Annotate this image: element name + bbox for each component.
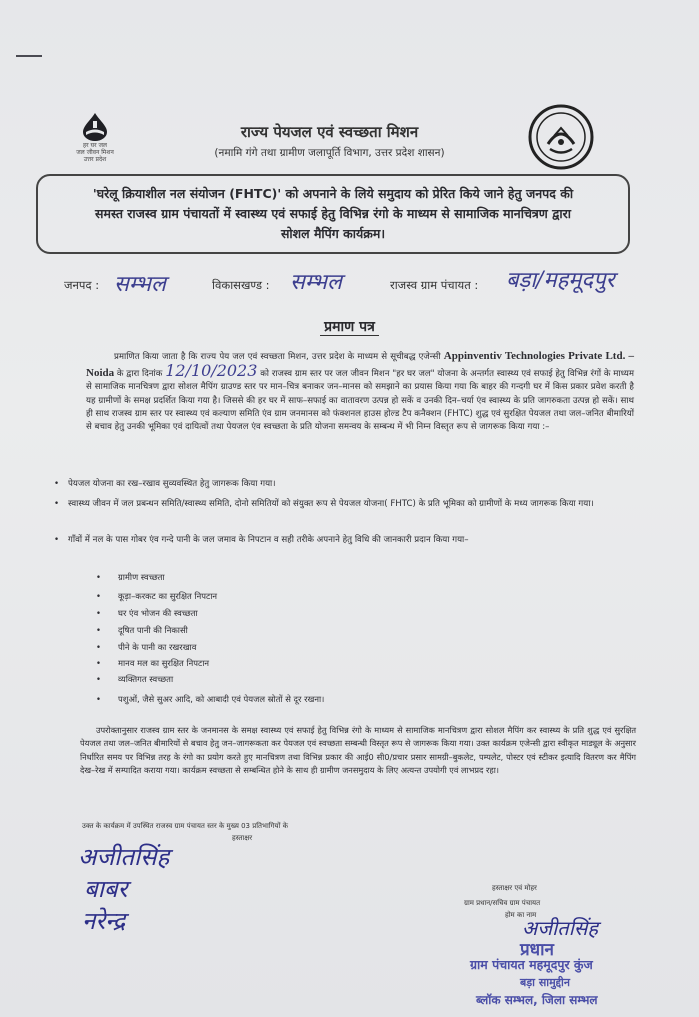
logo-left-line3: उत्तर प्रदेश <box>83 156 107 163</box>
list-item: • व्यक्तिगत स्वच्छता <box>96 674 174 684</box>
list-item-text: व्यक्तिगत स्वच्छता <box>118 674 174 684</box>
program-title-box <box>36 174 630 254</box>
list-item: • मानव मल का सुरक्षित निपटान <box>96 658 210 668</box>
panchayat-label: राजस्व ग्राम पंचायत : <box>390 278 479 292</box>
vikaskhand-value: सम्भल <box>290 270 342 295</box>
participants-note: उक्त के कार्यक्रम में उपस्थित राजस्व ग्राम पंचायत स्तर के मुख्य 03 प्रतिभागियों के <box>82 822 288 830</box>
p1-date-value: 12/10/2023 <box>165 361 258 381</box>
list-item: • पशुओं, जैसे सुअर आदि, को आबादी एवं पेयजल स्रोतों से दूर रखना। <box>96 694 325 704</box>
right-label-2: ग्राम प्रधान/सचिव ग्राम पंचायत <box>464 899 541 907</box>
p1-date-label: के द्वारा दिनांक <box>116 369 163 380</box>
right-label-3: होम का नाम <box>505 911 537 919</box>
signature-label: हस्ताक्षर <box>232 834 253 842</box>
list-item-text: पशुओं, जैसे सुअर आदि, को आबादी एवं पेयजल स्रोतों से दूर रखना। <box>118 694 325 704</box>
list-item-text: दूषित पानी की निकासी <box>118 625 188 635</box>
list-item: • कूड़ा–करकट का सुरक्षित निपटान <box>96 591 218 601</box>
box-line-1: 'घरेलू क्रियाशील नल संयोजन (FHTC)' को अपनाने के लिये समुदाय को प्रेरित किये जाने हेतु जनपद की <box>92 186 574 201</box>
list-item-text: घर एंव भोजन की स्वच्छता <box>118 608 198 618</box>
list-item: • ग्रामीण स्वच्छता <box>96 572 165 582</box>
logo-left-line2: जल जीवन मिशन <box>76 149 114 156</box>
margin-mark <box>16 55 42 57</box>
list-item-text: कूड़ा–करकट का सुरक्षित निपटान <box>118 591 218 601</box>
certificate-heading-text: प्रमाण पत्र <box>320 319 379 336</box>
list-item-text: पीने के पानी का रखरखाव <box>118 642 197 652</box>
bullet-text-3: गाँवों में नल के पास गोबर एंव गन्दे पानी के जल जमाव के निपटान व सही तरीके अपनाने हेतु विधि की जानकारी प्रदान किया गया– <box>68 535 469 545</box>
stamp-pradhan: प्रधान <box>520 940 554 960</box>
participant-signature-1: अजीतसिंह <box>78 843 170 871</box>
bullet-text-1: पेयजल योजना का रख–रखाव सुव्यवस्थित हेतु जागरूक किया गया। <box>68 479 276 489</box>
p1-intro: प्रमाणित किया जाता है कि राज्य पेय जल एवं स्वच्छता मिशन, उत्तर प्रदेश के माध्यम से सूचीबद्ध एजेन्सी <box>114 352 441 362</box>
bullet-item: • पेयजल योजना का रख–रखाव सुव्यवस्थित हेतु जागरूक किया गया। <box>54 478 644 492</box>
certificate-heading <box>0 317 699 336</box>
participant-signature-2: बाबर <box>84 875 128 903</box>
participant-signature-3: नरेन्द्र <box>82 907 126 935</box>
list-item: • दूषित पानी की निकासी <box>96 625 188 635</box>
bullet-item: • स्वास्थ्य जीवन में जल प्रबन्धन समिति/स्वास्थ्य समिति, दोनो समितियों को संयुक्त रूप से पेयजल योजना( FHTC) के प्रति भूमिका को ग्रामीणों के मध्य जागरूक किया गया। <box>54 498 614 512</box>
stamp-block: ब्लॉक सम्भल, जिला सम्भल <box>476 993 598 1007</box>
page-title: राज्य पेयजल एवं स्वच्छता मिशन <box>240 123 419 141</box>
list-item: • पीने के पानी का रखरखाव <box>96 642 197 652</box>
janpad-label: जनपद : <box>64 278 100 292</box>
box-line-3: सोशल मैपिंग कार्यक्रम। <box>280 226 386 241</box>
janpad-value: सम्भल <box>114 272 166 297</box>
p1-body: को राजस्व ग्राम स्तर पर जल जीवन मिशन "हर घर जल" योजना के अन्तर्गत स्वास्थ्य एवं सफाई हेतु विभिन्न रंगों के माध्यम से सामाजिक मानचित्रण द्वारा सोशल मैपिंग ग्राउण्ड स्तर पर मान–चित्र बनाकर जन–मानस को समझाने का प्रयास किया गया कि बाहर की गन्दगी घर में किस प्रकार प्रवेश करती है यह ग्रामीणों के समक्ष प्रदर्शित किया गया है। जिससे की हर घर में साफ–सफाई का वातावरण उत्पन्न हो सकें व उनकी दिन–चर्या एंव स्वास्थ्य के प्रति जागरुकता उत्पन्न हो सकें। साथ ही साथ राजस्व ग्राम स्तर पर स्वास्थ्य एवं कल्याण समिति एंव ग्राम जनमानस को फंक्शनल हाउस होल्ड टैप कनैक्शन (FHTC) शुद्ध एवं सुरक्षित पेयजल तथा जल–जनित बीमारियों से बचाव हेतु उनकी भूमिका एवं दायित्वों तथा पेयजल एंव स्वच्छता के प्रति योजना समन्वय के सम्बन्ध में भी निम्न विस्तृत रूप से जागरूक किया गया :– <box>86 369 635 433</box>
vikaskhand-label: विकासखण्ड : <box>212 278 270 292</box>
agency-name: Appinventiv Technologies Private Ltd. – Noida <box>86 350 635 380</box>
page-subtitle: (नमामि गंगे तथा ग्रामीण जलापूर्ति विभाग, उत्तर प्रदेश शासन) <box>214 147 445 159</box>
stamp-village: बड़ा सामुद्दीन <box>520 976 570 989</box>
list-item: • घर एंव भोजन की स्वच्छता <box>96 608 198 618</box>
pradhan-signature: अजीतसिंह <box>522 916 599 940</box>
right-label-1: हस्ताक्षर एवं मोहर <box>492 884 537 892</box>
paragraph-1 <box>86 350 634 434</box>
list-item-text: ग्रामीण स्वच्छता <box>118 572 165 582</box>
stamp-gram-panchayat: ग्राम पंचायत महमूदपुर कुंज <box>470 957 593 972</box>
logo-left-line1: हर घर जल <box>83 142 107 149</box>
bullet-text-2: स्वास्थ्य जीवन में जल प्रबन्धन समिति/स्वास्थ्य समिति, दोनो समितियों को संयुक्त रूप से पेयजल योजना( FHTC) के प्रति भूमिका को ग्रामीणों के मध्य जागरूक किया गया। <box>68 499 594 509</box>
list-item-text: मानव मल का सुरक्षित निपटान <box>118 658 210 668</box>
box-line-2: समस्त राजस्व ग्राम पंचायतों में स्वास्थ्य एवं सफाई हेतु विभिन्न रंगो के माध्यम से सामाजिक मानचित्रण द्वारा <box>95 206 571 221</box>
paragraph-2: उपरोक्तानुसार राजस्व ग्राम स्तर के जनमानस के समक्ष स्वास्थ्य एवं सफाई हेतु विभिन्न रंगो के माध्यम से सामाजिक मानचित्रण द्वारा सोशल मैपिंग कर स्वास्थ्य के प्रति शुद्ध एवं सुरक्षित पेयजल तथा जल–जनित बीमारियों से बचाव हेतु जन–जागरूकता कर पेयजल एवं स्वच्छता सम्बन्धी विस्तृत रूप से जागरूक किया गया। उक्त कार्यक्रम एजेन्सी द्वारा स्वीकृत माड्यूल के अनुसार निर्धारित समय पर विभिन्न तरह के रंगो का प्रयोग करते हुए मानचित्रण तथा विभिन्न प्रकार की आई0 सी0/प्रचार प्रसार सामग्री–बुकलेट, पम्पलेट, पोस्टर एवं स्टीकर इत्यादि वितरण कर मैपिंग देख–रेख में सम्पादित कराया गया। कार्यक्रम स्वच्छता से सम्बन्धित होने के साथ ही ग्रामीण जनसमुदाय के लिए अत्यन्त उपयोगी एवं लाभप्रद रहा। <box>80 725 636 776</box>
bullet-item: • गाँवों में नल के पास गोबर एंव गन्दे पानी के जल जमाव के निपटान व सही तरीके अपनाने हेतु विधि की जानकारी प्रदान किया गया– <box>54 534 644 548</box>
panchayat-value: बड़ा/महमूदपुर <box>506 268 615 293</box>
